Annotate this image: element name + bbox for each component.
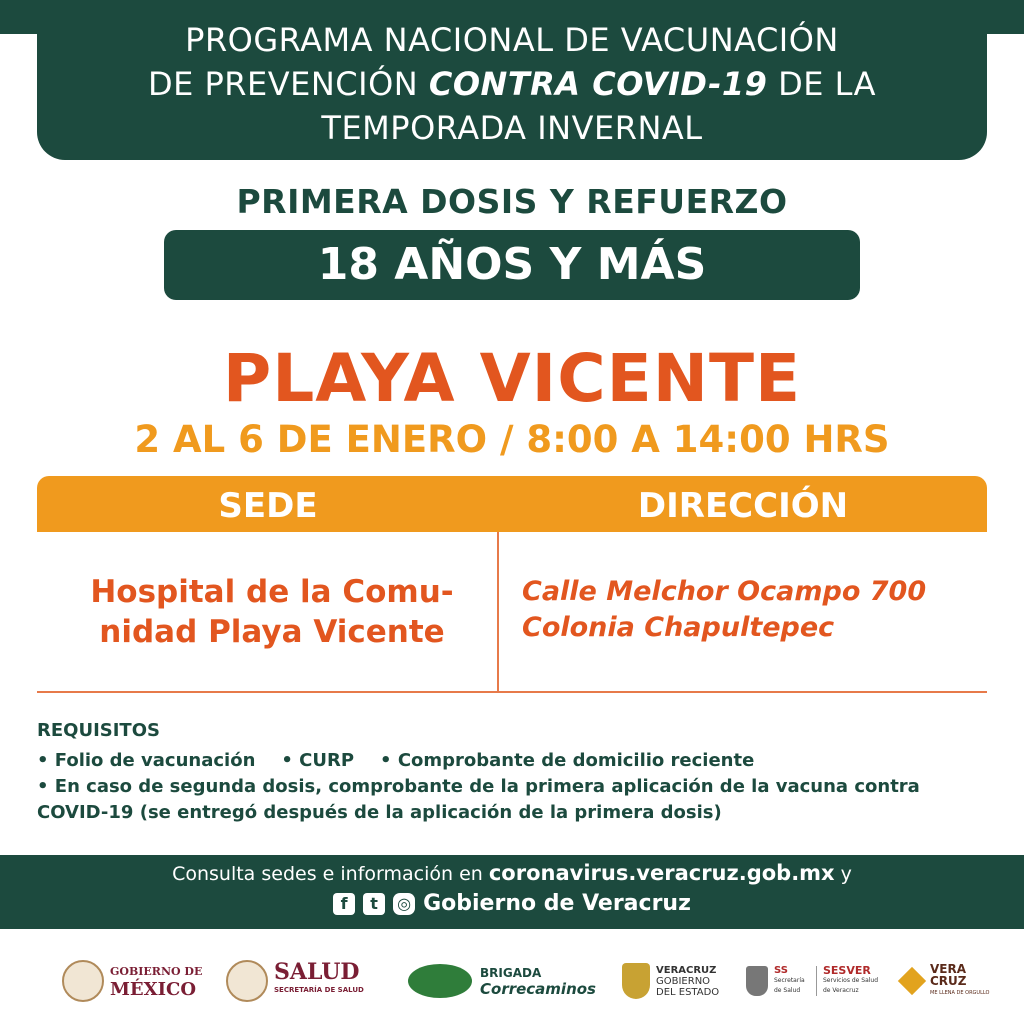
- requirements-row-1: [37, 748, 987, 774]
- ss-sub-text: Secretaría de Salud: [774, 977, 805, 994]
- sede-cell: [52, 572, 492, 652]
- salud-text: SALUD: [274, 959, 360, 985]
- footer-and-text: y: [834, 863, 852, 885]
- direccion-cell: [522, 574, 982, 646]
- age-badge: 18 AÑOS Y MÁS: [164, 230, 860, 300]
- del-estado-text: DEL ESTADO: [656, 986, 720, 998]
- footer-consulta-line: [0, 861, 1024, 885]
- requirements-section: [37, 718, 987, 826]
- city-title: PLAYA VICENTE: [222, 340, 802, 417]
- footer-band: [0, 855, 1024, 929]
- footer-social-line: [0, 891, 1024, 916]
- sede-header: SEDE: [218, 486, 318, 526]
- header-line-2-post: DE LA: [767, 65, 877, 103]
- veracruz-text: VERACRUZ: [656, 964, 717, 976]
- sede-line-1: Hospital de la Comu-: [90, 574, 454, 610]
- vera-text: VERA: [930, 962, 967, 976]
- ss-text: SS: [774, 965, 788, 976]
- header-title-box: [37, 0, 987, 160]
- logos-strip: [0, 940, 1024, 1020]
- logo-separator: [816, 966, 817, 996]
- veracruz-orgullo-logo: [902, 956, 989, 1006]
- header-line-2-emphasis: CONTRA COVID-19: [428, 65, 768, 103]
- mexico-seal-icon: [62, 960, 104, 1002]
- footer-url-link[interactable]: coronavirus.veracruz.gob.mx: [488, 861, 835, 885]
- brigada-correcaminos-logo: [408, 956, 596, 1006]
- footer-org-name: Gobierno de Veracruz: [423, 891, 691, 916]
- veracruz-gobierno-logo: [622, 956, 719, 1006]
- roadrunner-icon: [408, 964, 472, 998]
- veracruz-shield-icon: [622, 963, 650, 999]
- requirement-comprobante: • Comprobante de domicilio reciente: [380, 750, 755, 771]
- header-line-3: TEMPORADA INVERNAL: [321, 109, 703, 147]
- gobierno-de-text: GOBIERNO DE: [110, 965, 203, 978]
- requirements-title: REQUISITOS: [37, 720, 160, 741]
- cruz-text: CRUZ: [930, 974, 967, 988]
- header-line-2: [37, 62, 987, 106]
- sesver-text: SESVER: [823, 964, 871, 977]
- dose-subtitle: PRIMERA DOSIS Y REFUERZO: [236, 182, 788, 221]
- requirement-curp: • CURP: [281, 750, 355, 771]
- mexico-text: MÉXICO: [110, 979, 197, 1000]
- ss-sesver-logo: [746, 956, 885, 1006]
- table-divider-horizontal: [37, 691, 987, 693]
- requirement-second-dose: • En caso de segunda dosis, comprobante de la primera aplicación de la vacuna contra COVID-19 (se entregó después de la aplicación de la primera dosis): [37, 776, 920, 823]
- salud-seal-icon: [226, 960, 268, 1002]
- gobierno-text: GOBIERNO: [656, 975, 711, 987]
- brigada-text: BRIGADA: [480, 966, 542, 980]
- gobierno-mexico-logo: [62, 956, 202, 1006]
- instagram-icon[interactable]: ◎: [393, 893, 415, 915]
- twitter-icon[interactable]: t: [363, 893, 385, 915]
- table-header: [37, 476, 987, 532]
- dates-schedule: 2 AL 6 DE ENERO / 8:00 A 14:00 HRS: [134, 418, 890, 461]
- footer-consulta-text: Consulta sedes e información en: [172, 863, 489, 885]
- correcaminos-text: Correcaminos: [480, 980, 596, 998]
- salud-sub-text: SECRETARÍA DE SALUD: [274, 986, 364, 994]
- direccion-line-1: Calle Melchor Ocampo 700: [522, 576, 927, 607]
- sede-line-2: nidad Playa Vicente: [99, 614, 445, 650]
- direccion-header: DIRECCIÓN: [637, 486, 849, 526]
- salud-logo: [226, 956, 364, 1006]
- veracruz-flower-icon: [898, 967, 926, 995]
- ss-shield-icon: [746, 966, 768, 996]
- sesver-sub-text: Servicios de Salud de Veracruz: [823, 977, 879, 994]
- orgullo-text: ME LLENA DE ORGULLO: [930, 990, 990, 996]
- requirement-folio: • Folio de vacunación: [37, 750, 256, 771]
- header-line-2-pre: DE PREVENCIÓN: [147, 65, 429, 103]
- direccion-line-2: Colonia Chapultepec: [522, 612, 835, 643]
- header-line-1: PROGRAMA NACIONAL DE VACUNACIÓN: [185, 21, 839, 59]
- table-divider-vertical: [497, 532, 499, 692]
- facebook-icon[interactable]: f: [333, 893, 355, 915]
